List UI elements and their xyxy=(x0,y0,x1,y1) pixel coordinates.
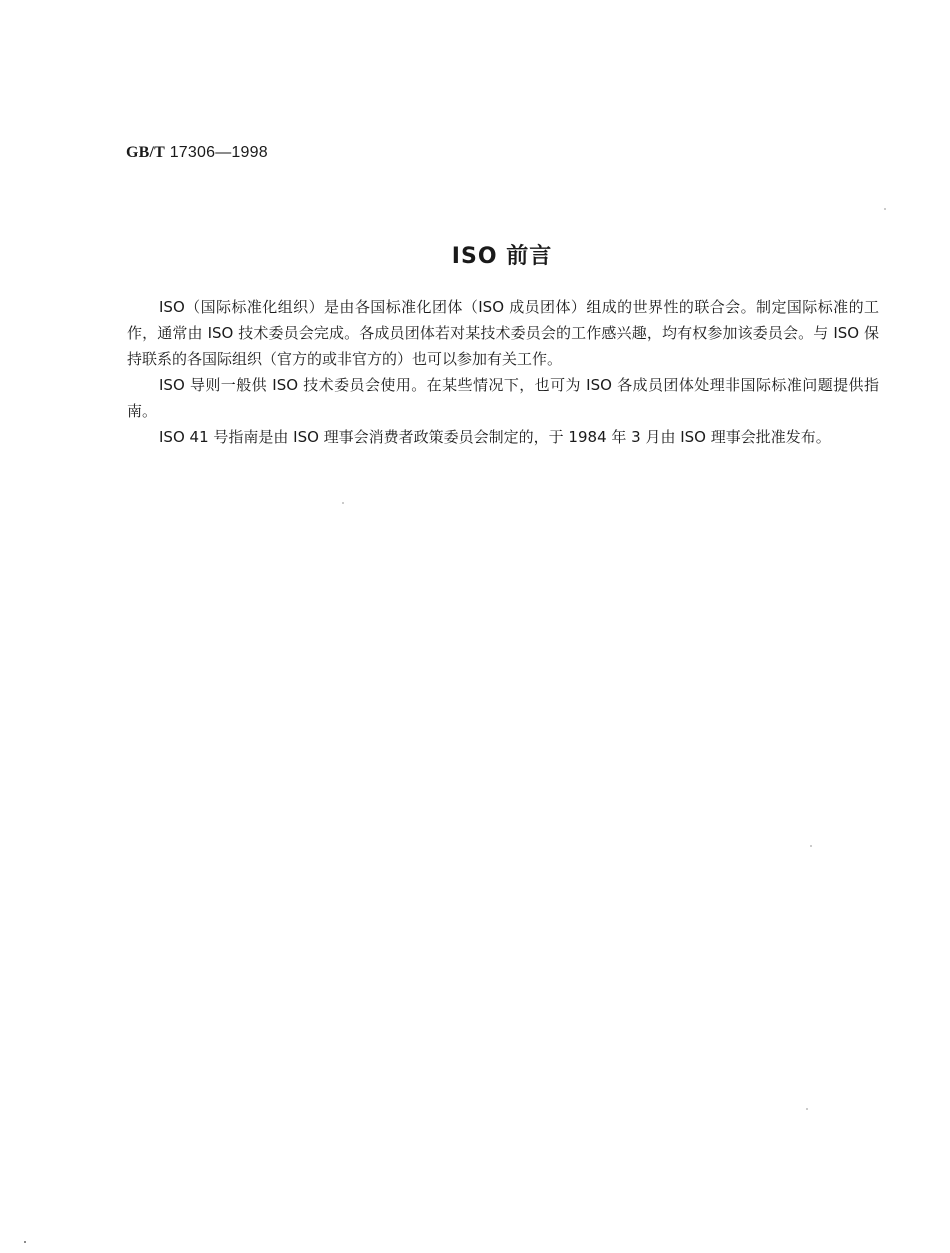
standard-code-number: 17306—1998 xyxy=(169,144,268,161)
page-title: ISO 前言 xyxy=(451,244,553,269)
standard-code-header xyxy=(126,144,268,162)
scan-speck xyxy=(810,845,812,847)
standard-code-prefix: GB/T xyxy=(126,144,166,161)
foreword-body xyxy=(127,294,879,450)
scan-speck xyxy=(806,1108,808,1110)
scan-speck xyxy=(342,502,344,504)
scan-speck xyxy=(24,1241,26,1243)
scan-speck xyxy=(884,208,886,210)
paragraph-iso-guide-41: ISO 41 号指南是由 ISO 理事会消费者政策委员会制定的，于 1984 年 3 月由 ISO 理事会批准发布。 xyxy=(159,428,831,446)
paragraph-iso-organization: ISO（国际标准化组织）是由各国标准化团体（ISO 成员团体）组成的世界性的联合会。制定国际标准的工作，通常由 ISO 技术委员会完成。各成员团体若对某技术委员会的工作感兴趣，均有权参加该委员会。与 ISO 保持联系的各国际组织（官方的或非官方的）也可以参加有关工作。 xyxy=(127,298,879,368)
paragraph-iso-directives: ISO 导则一般供 ISO 技术委员会使用。在某些情况下，也可为 ISO 各成员团体处理非国际标准问题提供指南。 xyxy=(127,376,879,420)
